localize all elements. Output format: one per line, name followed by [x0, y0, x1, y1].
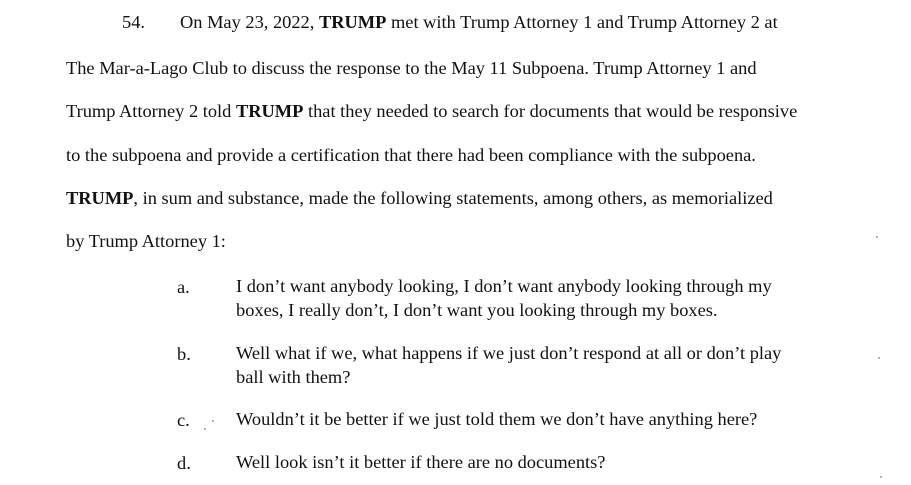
line-5-bold-name: TRUMP [66, 188, 134, 208]
paragraph-line-2: The Mar-a-Lago Club to discuss the response to the May 11 Subpoena. Trump Attorney 1 and [66, 58, 757, 78]
paragraph-number: 54. [122, 12, 145, 32]
list-item-c-line-1: Wouldn’t it be better if we just told them we don’t have anything here? [236, 409, 758, 429]
line-3-text-c: that they needed to search for documents that would be responsive [303, 101, 798, 121]
list-item-c-text [236, 407, 836, 431]
paragraph-line-3 [66, 100, 797, 122]
list-item-a-letter: a. [177, 277, 190, 297]
list-item-a-line-2: boxes, I really don’t, I don’t want you looking through my boxes. [236, 300, 718, 320]
paragraph-line-1 [180, 11, 778, 33]
list-item-d-text [236, 450, 836, 474]
list-item-b-line-2: ball with them? [236, 367, 351, 387]
line-3-text-a: Trump Attorney 2 told [66, 101, 236, 121]
line-1-text-a: On May 23, 2022, [180, 12, 319, 32]
list-item-a-text [236, 274, 836, 322]
paragraph-line-5 [66, 187, 773, 209]
paragraph-line-6: by Trump Attorney 1: [66, 231, 226, 251]
list-item-c-letter: c. [177, 410, 190, 430]
line-3-bold-name: TRUMP [235, 101, 304, 121]
scan-speck [880, 476, 882, 478]
list-item-b-letter: b. [177, 344, 191, 364]
list-item-a-line-1: I don’t want anybody looking, I don’t want anybody looking through my [236, 276, 772, 296]
list-item-b-line-1: Well what if we, what happens if we just don’t respond at all or don’t play [236, 343, 782, 363]
line-1-bold-name: TRUMP [318, 12, 387, 32]
line-5-text-b: , in sum and substance, made the following statements, among others, as memorialized [133, 188, 773, 208]
paragraph-line-4: to the subpoena and provide a certification that there had been compliance with the subpoena. [66, 145, 756, 165]
scan-speck [876, 236, 878, 238]
scan-speck [212, 420, 214, 422]
list-item-d-letter: d. [177, 453, 191, 473]
list-item-d-line-1: Well look isn’t it better if there are no documents? [236, 452, 606, 472]
list-item-b-text [236, 341, 836, 389]
scan-speck [878, 357, 880, 359]
scan-speck [204, 428, 206, 430]
line-1-text-c: met with Trump Attorney 1 and Trump Attorney 2 at [386, 12, 778, 32]
